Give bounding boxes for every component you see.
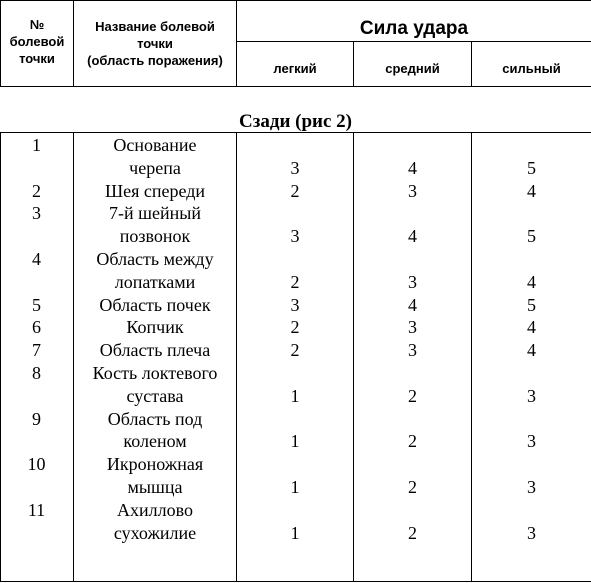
header-strike-force: Сила удара (359, 18, 469, 39)
force-value-strong: 4 (527, 180, 536, 201)
point-number: 8 (32, 363, 41, 383)
header-name-line: (область поражения) (87, 53, 223, 68)
force-value-medium: 4 (408, 294, 417, 315)
point-name-line: Ахиллово (117, 499, 193, 520)
force-value-medium: 2 (408, 431, 417, 452)
point-number: 1 (32, 135, 41, 155)
point-name-line: коленом (123, 431, 187, 452)
force-value-light: 3 (290, 294, 300, 315)
force-value-strong: 4 (527, 340, 536, 361)
force-value-light: 1 (290, 385, 300, 406)
point-number: 9 (32, 408, 41, 429)
force-value-strong: 3 (527, 522, 536, 543)
header-num-line: точки (19, 51, 55, 66)
point-name-line: сустава (126, 385, 184, 406)
force-value-strong: 4 (527, 317, 536, 338)
point-number: 4 (32, 249, 41, 269)
point-name-line: Шея спереди (104, 180, 206, 201)
force-value-medium: 3 (408, 317, 417, 338)
force-value-strong: 3 (527, 431, 536, 452)
force-value-light: 1 (290, 477, 300, 497)
force-value-light: 2 (290, 317, 300, 338)
force-value-strong: 5 (527, 226, 536, 247)
point-number: 10 (27, 454, 46, 475)
header-level-strong: сильный (502, 61, 561, 76)
force-value-light: 3 (290, 226, 300, 247)
header-name-line: Название болевой (95, 19, 215, 34)
point-name-line: Область почек (99, 294, 211, 315)
force-header-divider (237, 41, 591, 42)
point-name-line: Основание (113, 135, 197, 155)
force-value-medium: 3 (408, 271, 417, 292)
point-name-line: Кость локтевого (92, 363, 218, 383)
point-name-line: черепа (129, 157, 181, 178)
header-level-light: легкий (273, 61, 317, 76)
point-number: 3 (32, 203, 41, 224)
point-name-line: сухожилие (113, 522, 197, 543)
point-number: 7 (32, 340, 41, 361)
force-value-medium: 3 (408, 340, 417, 361)
point-number: 6 (32, 317, 41, 338)
force-value-light: 2 (290, 180, 300, 201)
table-bottom-border (0, 581, 591, 582)
point-name-line: лопатками (114, 271, 196, 292)
header-name-line: точки (137, 36, 173, 51)
point-name-line: Область плеча (99, 340, 211, 361)
force-value-strong: 3 (527, 385, 536, 406)
point-name-line: Икроножная (106, 454, 204, 475)
point-number: 2 (32, 180, 41, 201)
point-name-line: Область между (96, 249, 214, 269)
point-number: 11 (27, 499, 46, 520)
section-title: Сзади (рис 2) (238, 111, 353, 132)
point-name-line: Область под (107, 408, 203, 429)
point-name-line: 7-й шейный (109, 203, 201, 224)
header-level-medium: средний (385, 61, 440, 76)
header-num-line: болевой (9, 34, 65, 49)
force-value-strong: 4 (527, 271, 536, 292)
force-value-medium: 4 (408, 226, 417, 247)
force-value-light: 2 (290, 340, 300, 361)
header-point-number (1, 16, 73, 67)
force-value-light: 3 (290, 157, 300, 178)
force-value-medium: 4 (408, 157, 417, 178)
force-value-light: 2 (290, 271, 300, 292)
force-value-strong: 3 (527, 477, 536, 497)
header-point-name (74, 18, 236, 69)
point-name-line: позвонок (119, 226, 191, 247)
point-name-line: Копчик (126, 317, 184, 338)
header-num-line: № (29, 17, 45, 32)
force-value-strong: 5 (527, 294, 536, 315)
force-value-medium: 3 (408, 180, 417, 201)
point-name-line: мышца (127, 477, 183, 497)
force-value-medium: 2 (408, 477, 417, 497)
table-top-border (0, 0, 591, 1)
force-value-light: 1 (290, 431, 300, 452)
force-value-medium: 2 (408, 385, 417, 406)
header-bottom-border (0, 86, 591, 87)
point-number: 5 (32, 294, 41, 315)
force-value-strong: 5 (527, 157, 536, 178)
force-value-light: 1 (290, 522, 300, 543)
force-value-medium: 2 (408, 522, 417, 543)
